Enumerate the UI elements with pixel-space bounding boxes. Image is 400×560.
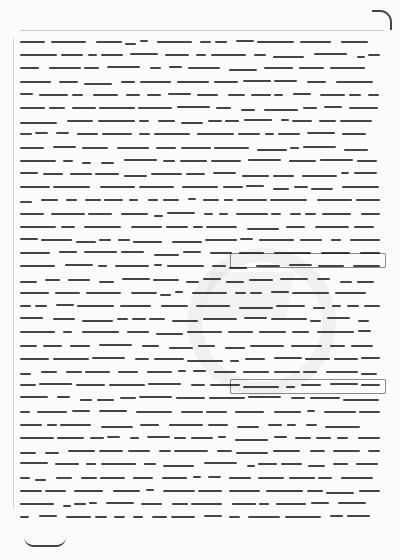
manuscript-line bbox=[16, 102, 384, 116]
manuscript-line bbox=[16, 379, 384, 393]
manuscript-line bbox=[16, 326, 384, 340]
manuscript-line bbox=[16, 155, 384, 169]
manuscript-line bbox=[16, 432, 384, 446]
manuscript-line bbox=[16, 392, 384, 406]
manuscript-line bbox=[16, 406, 384, 420]
manuscript-line bbox=[16, 300, 384, 314]
manuscript-line bbox=[16, 62, 384, 76]
manuscript-line bbox=[16, 287, 384, 301]
manuscript-line bbox=[16, 485, 384, 499]
manuscript-line bbox=[16, 353, 384, 367]
manuscript-line bbox=[16, 419, 384, 433]
manuscript-line bbox=[16, 340, 384, 354]
manuscript-line bbox=[16, 313, 384, 327]
manuscript-title bbox=[16, 14, 384, 28]
margin-rule bbox=[13, 38, 14, 508]
manuscript-line bbox=[16, 234, 384, 248]
manuscript-line bbox=[16, 168, 384, 182]
manuscript-line bbox=[16, 208, 384, 222]
manuscript-line bbox=[16, 142, 384, 156]
manuscript-line bbox=[16, 128, 384, 142]
manuscript-line bbox=[16, 49, 384, 63]
manuscript-line bbox=[16, 76, 384, 90]
manuscript-line bbox=[16, 260, 384, 274]
manuscript-line bbox=[16, 36, 384, 50]
manuscript-line bbox=[16, 247, 384, 261]
manuscript-line bbox=[16, 458, 384, 472]
manuscript-line bbox=[16, 445, 384, 459]
header-rule bbox=[20, 30, 384, 31]
manuscript-line bbox=[16, 274, 384, 288]
manuscript-line bbox=[16, 472, 384, 486]
manuscript-line bbox=[16, 181, 384, 195]
manuscript-line bbox=[16, 115, 384, 129]
manuscript-line bbox=[16, 221, 384, 235]
manuscript-line bbox=[16, 498, 384, 512]
manuscript-line bbox=[16, 194, 384, 208]
manuscript-line bbox=[16, 366, 384, 380]
manuscript-line bbox=[16, 89, 384, 103]
